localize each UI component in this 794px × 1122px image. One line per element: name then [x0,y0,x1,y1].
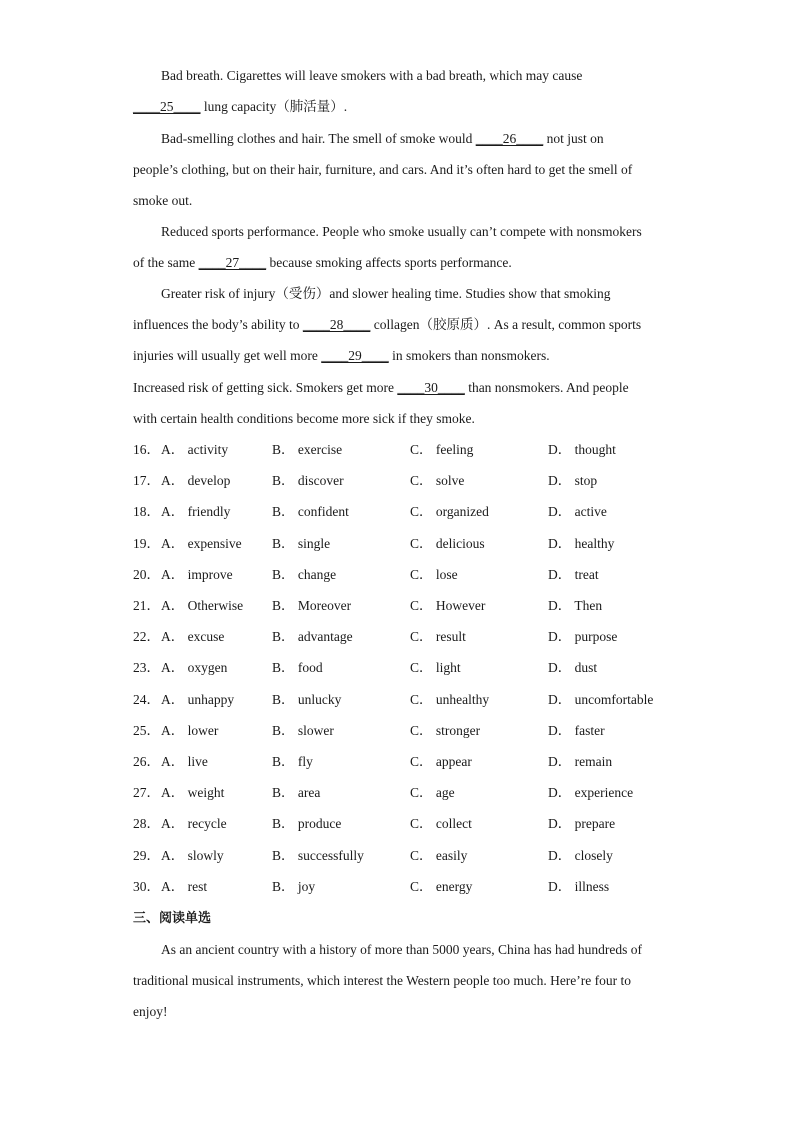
option-d: D． dust [548,660,598,675]
question-number: 24． [133,692,160,707]
option-b: B． unlucky [272,692,342,707]
question-row [133,784,693,802]
blank-25: ____25____ [133,99,201,114]
passage-line: ____25____ lung capacity（肺活量）. [133,99,348,114]
option-b: B． fly [272,754,313,769]
option-d: D． experience [548,785,634,800]
question-row [133,659,693,677]
option-c: C． lose [410,567,458,582]
passage-line: with certain health conditions become more sick if they smoke. [133,411,475,426]
option-d: D． uncomfortable [548,692,654,707]
option-b: B． food [272,660,323,675]
option-a: A． improve [161,567,233,582]
question-row [133,503,693,521]
question-row [133,815,693,833]
option-d: D． healthy [548,536,615,551]
option-b: B． exercise [272,442,343,457]
option-b: B． Moreover [272,598,352,613]
option-b: B． area [272,785,321,800]
question-number: 26． [133,754,160,769]
blank-26: ____26____ [475,131,544,146]
blank-29: ____29____ [321,348,389,363]
question-number: 23． [133,660,160,675]
passage-line: injuries will usually get well more ____29____ in smokers than nonsmokers. [133,348,550,363]
question-number: 27． [133,785,160,800]
option-a: A． friendly [161,504,231,519]
question-row [133,722,693,740]
section-heading: 三、阅读单选 [133,911,212,926]
option-d: D． purpose [548,629,618,644]
option-b: B． slower [272,723,334,738]
option-a: A． live [161,754,208,769]
option-c: C． energy [410,879,473,894]
option-d: D． closely [548,848,613,863]
option-a: A． unhappy [161,692,235,707]
option-b: B． change [272,567,337,582]
option-d: D． treat [548,567,599,582]
passage-line: Bad breath. Cigarettes will leave smokers with a bad breath, which may cause [161,68,583,83]
option-a: A． weight [161,785,225,800]
option-c: C． appear [410,754,472,769]
question-row [133,535,693,553]
option-b: B． advantage [272,629,353,644]
option-a: A． rest [161,879,208,894]
option-b: B． discover [272,473,344,488]
question-number: 29． [133,848,160,863]
option-c: C． collect [410,816,472,831]
question-number: 21． [133,598,160,613]
option-a: A． slowly [161,848,224,863]
question-row [133,472,693,490]
option-b: B． joy [272,879,316,894]
question-row [133,441,693,459]
option-c: C． unhealthy [410,692,490,707]
option-d: D． stop [548,473,598,488]
blank-27: ____27____ [198,255,267,270]
option-c: C． light [410,660,461,675]
option-d: D． illness [548,879,610,894]
option-b: B． successfully [272,848,364,863]
option-c: C． result [410,629,466,644]
blank-30: ____30____ [397,380,465,395]
passage-line: Reduced sports performance. People who smoke usually can’t compete with nonsmokers [161,224,642,239]
question-number: 19． [133,536,160,551]
option-a: A． Otherwise [161,598,244,613]
option-a: A． oxygen [161,660,228,675]
option-c: C． stronger [410,723,481,738]
question-number: 20． [133,567,160,582]
option-c: C． solve [410,473,465,488]
option-c: C． delicious [410,536,485,551]
passage-line: influences the body’s ability to ____28____ collagen（胶原质）. As a result, common sports [133,317,642,332]
option-b: B． single [272,536,331,551]
option-c: C． easily [410,848,468,863]
question-row [133,628,693,646]
passage-line: Bad-smelling clothes and hair. The smell of smoke would ____26____ not just on [161,131,604,146]
question-number: 17． [133,473,160,488]
question-row [133,566,693,584]
option-c: C． age [410,785,455,800]
passage-line: Increased risk of getting sick. Smokers get more ____30____ than nonsmokers. And people [133,380,629,395]
passage-line: of the same ____27____ because smoking affects sports performance. [133,255,512,270]
option-d: D． Then [548,598,603,613]
question-row [133,847,693,865]
option-c: C． feeling [410,442,474,457]
option-d: D． remain [548,754,613,769]
option-d: D． active [548,504,607,519]
passage-line: people’s clothing, but on their hair, furniture, and cars. And it’s often hard to get the smell of [133,162,633,177]
blank-28: ____28____ [302,317,371,332]
option-a: A． develop [161,473,231,488]
option-a: A． expensive [161,536,242,551]
passage-line: As an ancient country with a history of more than 5000 years, China has had hundreds of [161,942,643,957]
option-c: C． However [410,598,486,613]
option-d: D． thought [548,442,616,457]
option-a: A． excuse [161,629,225,644]
question-number: 30． [133,879,160,894]
passage-line: enjoy! [133,1004,168,1019]
question-row [133,753,693,771]
question-row [133,597,693,615]
option-a: A． lower [161,723,219,738]
option-a: A． activity [161,442,229,457]
question-number: 22． [133,629,160,644]
question-row [133,691,693,709]
option-d: D． faster [548,723,605,738]
passage-line: smoke out. [133,193,193,208]
question-number: 18． [133,504,160,519]
question-number: 28． [133,816,160,831]
question-row [133,878,693,896]
option-b: B． produce [272,816,342,831]
passage-line: Greater risk of injury（受伤）and slower healing time. Studies show that smoking [161,286,611,301]
passage-line: traditional musical instruments, which interest the Western people too much. Here’re four to [133,973,632,988]
question-number: 25． [133,723,160,738]
option-d: D． prepare [548,816,616,831]
option-c: C． organized [410,504,489,519]
option-b: B． confident [272,504,349,519]
question-number: 16． [133,442,160,457]
option-a: A． recycle [161,816,227,831]
